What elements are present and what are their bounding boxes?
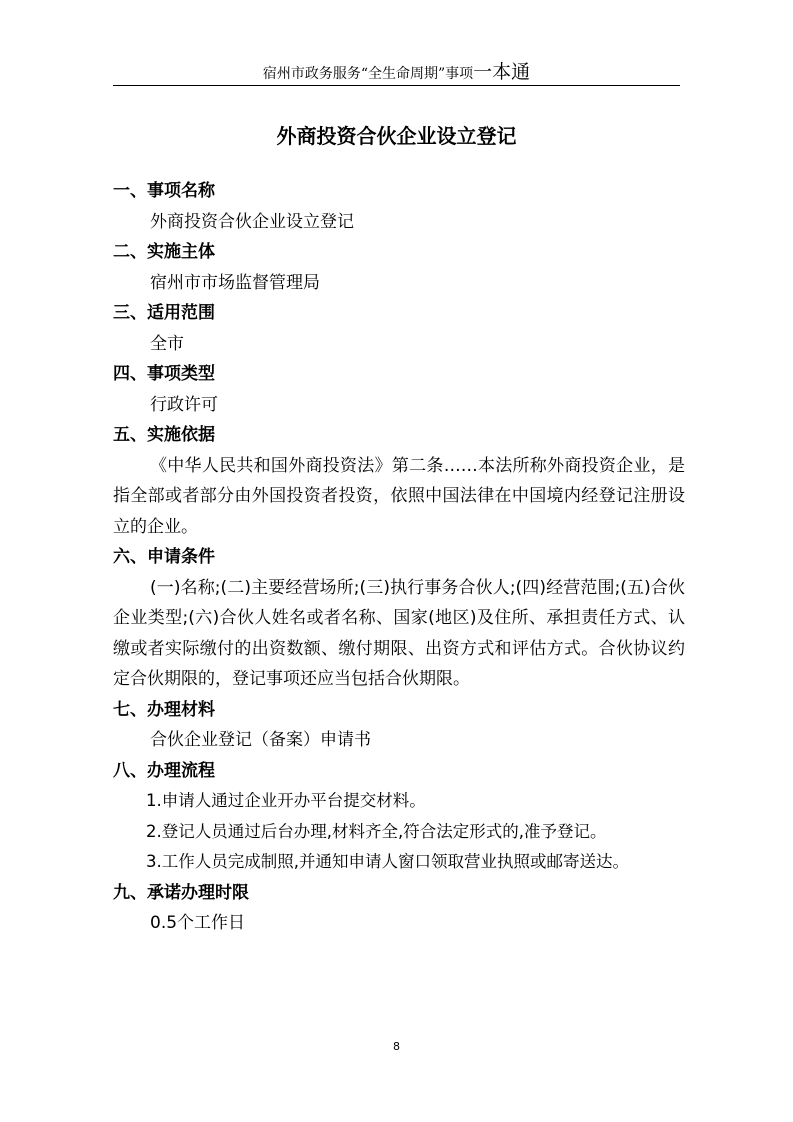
running-header <box>0 62 793 84</box>
section-heading: 七、办理材料 <box>113 699 215 720</box>
section-item-name <box>113 176 685 237</box>
section-heading: 二、实施主体 <box>113 242 215 262</box>
process-step: 1.申请人通过企业开办平台提交材料。 <box>146 791 426 810</box>
section-implementing-body <box>113 237 685 298</box>
section-heading: 一、事项名称 <box>113 181 215 201</box>
section-text: 宿州市市场监督管理局 <box>150 272 320 293</box>
process-step: 3.工作人员完成制照,并通知申请人窗口领取营业执照或邮寄送达。 <box>146 852 629 871</box>
section-legal-basis <box>113 420 685 542</box>
header-rule <box>113 85 680 86</box>
section-heading: 四、事项类型 <box>113 364 215 384</box>
section-materials <box>113 695 685 756</box>
section-text: 0.5个工作日 <box>150 913 246 933</box>
section-text: 全市 <box>150 333 184 354</box>
header-text-large: 一本通 <box>473 61 531 83</box>
section-application-conditions <box>113 542 685 695</box>
page-title: 外商投资合伙企业设立登记 <box>276 124 517 148</box>
section-scope <box>113 298 685 359</box>
section-text: 行政许可 <box>150 394 218 415</box>
section-heading: 三、适用范围 <box>113 303 215 323</box>
section-paragraph: 《中华人民共和国外商投资法》第二条……本法所称外商投资企业，是指全部或者部分由外国投资者投资，依照中国法律在中国境内经登记注册设立的企业。 <box>113 455 685 537</box>
section-heading: 五、实施依据 <box>113 425 215 445</box>
section-text: 外商投资合伙企业设立登记 <box>150 211 354 232</box>
process-step: 2.登记人员通过后台办理,材料齐全,符合法定形式的,准予登记。 <box>146 821 607 841</box>
header-text: 宿州市政务服务“全生命周期”事项 <box>262 66 474 82</box>
section-heading: 八、办理流程 <box>113 760 215 781</box>
document-body <box>113 176 685 939</box>
section-time-limit <box>113 878 685 939</box>
section-paragraph: (一)名称;(二)主要经营场所;(三)执行事务合伙人;(四)经营范围;(五)合伙企业类型;(六)合伙人姓名或者名称、国家(地区)及住所、承担责任方式、认缴或者实际缴付的出资数额、缴付期限、出资方式和评估方式。合伙协议约定合伙期限的，登记事项还应当包括合伙期限。 <box>113 577 685 689</box>
section-heading: 六、申请条件 <box>113 547 215 567</box>
section-text: 合伙企业登记（备案）申请书 <box>150 730 371 750</box>
section-item-type <box>113 359 685 420</box>
section-process <box>113 756 685 878</box>
page-number: 8 <box>393 1040 400 1053</box>
section-heading: 九、承诺办理时限 <box>113 882 249 903</box>
